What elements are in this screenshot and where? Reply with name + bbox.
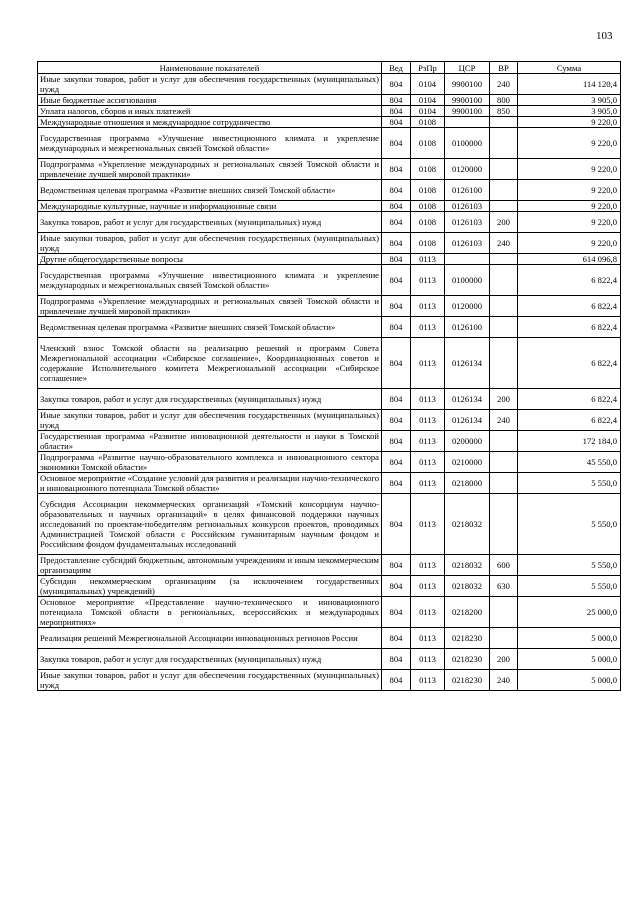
- cell-rzpr: 0113: [411, 338, 445, 389]
- cell-ved: 804: [382, 180, 411, 201]
- cell-vr: 240: [490, 670, 518, 691]
- cell-rzpr: 0108: [411, 233, 445, 254]
- cell-name: Основное мероприятие «Представление научно-технического и инновационного потенциала Томской области в региональных, всероссийских и международных мероприятиях»: [38, 597, 382, 628]
- cell-ved: 804: [382, 597, 411, 628]
- table-row: [38, 649, 621, 670]
- cell-sum: 6 822,4: [518, 296, 621, 317]
- cell-sum: 9 220,0: [518, 212, 621, 233]
- cell-ved: 804: [382, 117, 411, 128]
- cell-csr: [445, 117, 490, 128]
- header-rzpr: РзПр: [411, 62, 445, 74]
- cell-name: Иные закупки товаров, работ и услуг для обеспечения государственных (муниципальных) нужд: [38, 410, 382, 431]
- cell-vr: [490, 180, 518, 201]
- cell-csr: 0126100: [445, 317, 490, 338]
- cell-sum: 3 905,0: [518, 106, 621, 117]
- table-row: [38, 576, 621, 597]
- cell-sum: 6 822,4: [518, 317, 621, 338]
- cell-csr: [445, 254, 490, 265]
- cell-rzpr: 0108: [411, 159, 445, 180]
- cell-csr: 0120000: [445, 296, 490, 317]
- cell-csr: 0218230: [445, 670, 490, 691]
- cell-ved: 804: [382, 670, 411, 691]
- table-row: [38, 201, 621, 212]
- cell-ved: 804: [382, 128, 411, 159]
- cell-ved: 804: [382, 576, 411, 597]
- cell-name: Закупка товаров, работ и услуг для государственных (муниципальных) нужд: [38, 212, 382, 233]
- table-row: [38, 128, 621, 159]
- cell-csr: 0126100: [445, 180, 490, 201]
- cell-rzpr: 0108: [411, 180, 445, 201]
- cell-sum: 614 096,8: [518, 254, 621, 265]
- cell-vr: [490, 159, 518, 180]
- cell-ved: 804: [382, 201, 411, 212]
- table-row: [38, 597, 621, 628]
- budget-table: [37, 61, 621, 691]
- cell-vr: [490, 628, 518, 649]
- cell-csr: 0126103: [445, 212, 490, 233]
- table-row: [38, 431, 621, 452]
- cell-vr: 240: [490, 74, 518, 95]
- cell-sum: 172 184,0: [518, 431, 621, 452]
- header-csr: ЦСР: [445, 62, 490, 74]
- cell-csr: 0200000: [445, 431, 490, 452]
- cell-ved: 804: [382, 649, 411, 670]
- cell-name: Закупка товаров, работ и услуг для государственных (муниципальных) нужд: [38, 649, 382, 670]
- cell-csr: 0126134: [445, 389, 490, 410]
- cell-name: Подпрограмма «Укрепление международных и региональных связей Томской области и привлечение лучшей мировой практики»: [38, 159, 382, 180]
- cell-vr: [490, 452, 518, 473]
- table-row: [38, 473, 621, 494]
- cell-vr: [490, 597, 518, 628]
- cell-sum: 114 120,4: [518, 74, 621, 95]
- cell-name: Закупка товаров, работ и услуг для государственных (муниципальных) нужд: [38, 389, 382, 410]
- cell-sum: 9 220,0: [518, 233, 621, 254]
- cell-ved: 804: [382, 555, 411, 576]
- cell-rzpr: 0108: [411, 128, 445, 159]
- cell-rzpr: 0113: [411, 265, 445, 296]
- cell-name: Предоставление субсидий бюджетным, автономным учреждениям и иным некоммерческим организациям: [38, 555, 382, 576]
- cell-rzpr: 0108: [411, 212, 445, 233]
- cell-ved: 804: [382, 254, 411, 265]
- cell-ved: 804: [382, 317, 411, 338]
- cell-sum: 6 822,4: [518, 389, 621, 410]
- cell-sum: 9 220,0: [518, 180, 621, 201]
- table-row: [38, 180, 621, 201]
- cell-ved: 804: [382, 452, 411, 473]
- cell-ved: 804: [382, 431, 411, 452]
- cell-sum: 5 550,0: [518, 494, 621, 555]
- table-row: [38, 494, 621, 555]
- cell-rzpr: 0113: [411, 649, 445, 670]
- cell-vr: [490, 338, 518, 389]
- cell-sum: 6 822,4: [518, 265, 621, 296]
- cell-csr: 0126134: [445, 410, 490, 431]
- cell-name: Субсидия Ассоциации некоммерческих организаций «Томский консорциум научно-образовательных и научных организаций» в целях финансовой поддержки научных исследований по проектам-победителям региональных конкурсов проектов, проводимых Администрацией Томской области с Российским гуманитарным научным фондом и Российским фондом фундаментальных исследований: [38, 494, 382, 555]
- cell-name: Субсидии некоммерческим организациям (за исключением государственных (муниципальных) учреждений): [38, 576, 382, 597]
- cell-csr: 0100000: [445, 265, 490, 296]
- cell-sum: 9 220,0: [518, 159, 621, 180]
- cell-csr: 9900100: [445, 106, 490, 117]
- cell-rzpr: 0113: [411, 494, 445, 555]
- cell-name: Иные закупки товаров, работ и услуг для обеспечения государственных (муниципальных) нужд: [38, 670, 382, 691]
- cell-rzpr: 0113: [411, 670, 445, 691]
- table-row: [38, 452, 621, 473]
- cell-rzpr: 0113: [411, 254, 445, 265]
- cell-csr: 9900100: [445, 95, 490, 106]
- cell-ved: 804: [382, 296, 411, 317]
- cell-ved: 804: [382, 494, 411, 555]
- cell-vr: 240: [490, 233, 518, 254]
- cell-sum: 9 220,0: [518, 201, 621, 212]
- cell-csr: 0120000: [445, 159, 490, 180]
- cell-name: Уплата налогов, сборов и иных платежей: [38, 106, 382, 117]
- cell-name: Государственная программа «Развитие инновационной деятельности и науки в Томской области»: [38, 431, 382, 452]
- cell-sum: 5 550,0: [518, 555, 621, 576]
- cell-csr: 0218032: [445, 555, 490, 576]
- cell-vr: 200: [490, 649, 518, 670]
- cell-ved: 804: [382, 338, 411, 389]
- cell-name: Ведомственная целевая программа «Развитие внешних связей Томской области»: [38, 317, 382, 338]
- cell-vr: [490, 494, 518, 555]
- cell-rzpr: 0104: [411, 95, 445, 106]
- cell-vr: 200: [490, 389, 518, 410]
- cell-rzpr: 0113: [411, 296, 445, 317]
- cell-vr: 630: [490, 576, 518, 597]
- cell-sum: 3 905,0: [518, 95, 621, 106]
- cell-ved: 804: [382, 473, 411, 494]
- table-row: [38, 106, 621, 117]
- cell-csr: 0218032: [445, 576, 490, 597]
- cell-rzpr: 0108: [411, 117, 445, 128]
- cell-rzpr: 0113: [411, 555, 445, 576]
- cell-name: Иные бюджетные ассигнования: [38, 95, 382, 106]
- header-ved: Вед: [382, 62, 411, 74]
- cell-csr: 0218032: [445, 494, 490, 555]
- cell-csr: 0210000: [445, 452, 490, 473]
- cell-rzpr: 0113: [411, 317, 445, 338]
- table-header-row: [38, 62, 621, 74]
- cell-name: Государственная программа «Улучшение инвестиционного климата и укрепление международных и межрегиональных связей Томской области»: [38, 128, 382, 159]
- cell-csr: 0218200: [445, 597, 490, 628]
- cell-sum: 5 000,0: [518, 670, 621, 691]
- cell-sum: 5 550,0: [518, 576, 621, 597]
- cell-sum: 5 000,0: [518, 649, 621, 670]
- cell-sum: 5 550,0: [518, 473, 621, 494]
- cell-name: Международные культурные, научные и информационные связи: [38, 201, 382, 212]
- cell-name: Международные отношения и международное сотрудничество: [38, 117, 382, 128]
- cell-rzpr: 0113: [411, 628, 445, 649]
- cell-vr: 800: [490, 95, 518, 106]
- cell-vr: [490, 117, 518, 128]
- table-row: [38, 265, 621, 296]
- cell-rzpr: 0113: [411, 389, 445, 410]
- cell-sum: 5 000,0: [518, 628, 621, 649]
- cell-name: Государственная программа «Улучшение инвестиционного климата и укрепление международных и межрегиональных связей Томской области»: [38, 265, 382, 296]
- table-row: [38, 254, 621, 265]
- cell-ved: 804: [382, 212, 411, 233]
- cell-vr: 850: [490, 106, 518, 117]
- cell-vr: [490, 128, 518, 159]
- cell-sum: 25 000,0: [518, 597, 621, 628]
- cell-rzpr: 0104: [411, 74, 445, 95]
- cell-vr: [490, 201, 518, 212]
- cell-sum: 6 822,4: [518, 338, 621, 389]
- table-row: [38, 338, 621, 389]
- table-row: [38, 95, 621, 106]
- table-row: [38, 628, 621, 649]
- cell-name: Другие общегосударственные вопросы: [38, 254, 382, 265]
- cell-ved: 804: [382, 159, 411, 180]
- cell-name: Иные закупки товаров, работ и услуг для обеспечения государственных (муниципальных) нужд: [38, 233, 382, 254]
- cell-vr: 240: [490, 410, 518, 431]
- cell-vr: [490, 265, 518, 296]
- cell-vr: [490, 473, 518, 494]
- cell-ved: 804: [382, 628, 411, 649]
- cell-name: Иные закупки товаров, работ и услуг для обеспечения государственных (муниципальных) нужд: [38, 74, 382, 95]
- cell-ved: 804: [382, 95, 411, 106]
- cell-name: Подпрограмма «Укрепление международных и региональных связей Томской области и привлечение лучшей мировой практики»: [38, 296, 382, 317]
- cell-vr: [490, 317, 518, 338]
- cell-sum: 6 822,4: [518, 410, 621, 431]
- header-vr: ВР: [490, 62, 518, 74]
- table-row: [38, 670, 621, 691]
- cell-csr: 0100000: [445, 128, 490, 159]
- cell-sum: 9 220,0: [518, 117, 621, 128]
- cell-ved: 804: [382, 265, 411, 296]
- cell-vr: [490, 296, 518, 317]
- cell-csr: 0126103: [445, 233, 490, 254]
- cell-csr: 0218000: [445, 473, 490, 494]
- cell-rzpr: 0108: [411, 201, 445, 212]
- cell-rzpr: 0113: [411, 431, 445, 452]
- table-row: [38, 317, 621, 338]
- cell-rzpr: 0113: [411, 452, 445, 473]
- cell-rzpr: 0113: [411, 597, 445, 628]
- cell-csr: 0218230: [445, 649, 490, 670]
- cell-sum: 9 220,0: [518, 128, 621, 159]
- table-row: [38, 296, 621, 317]
- cell-csr: 0218230: [445, 628, 490, 649]
- table-row: [38, 555, 621, 576]
- table-row: [38, 233, 621, 254]
- table-row: [38, 117, 621, 128]
- cell-csr: 0126134: [445, 338, 490, 389]
- cell-sum: 45 550,0: [518, 452, 621, 473]
- cell-ved: 804: [382, 410, 411, 431]
- cell-ved: 804: [382, 74, 411, 95]
- table-row: [38, 410, 621, 431]
- table-row: [38, 389, 621, 410]
- cell-name: Основное мероприятие «Создание условий для развития и реализации научно-технического и инновационного потенциала Томской области»: [38, 473, 382, 494]
- cell-rzpr: 0113: [411, 410, 445, 431]
- cell-rzpr: 0104: [411, 106, 445, 117]
- cell-name: Реализация решений Межрегиональной Ассоциации инновационных регионов России: [38, 628, 382, 649]
- page-number: 103: [596, 30, 613, 42]
- cell-ved: 804: [382, 106, 411, 117]
- header-sum: Сумма: [518, 62, 621, 74]
- cell-csr: 0126103: [445, 201, 490, 212]
- table-row: [38, 212, 621, 233]
- table-row: [38, 74, 621, 95]
- cell-vr: [490, 254, 518, 265]
- cell-vr: 200: [490, 212, 518, 233]
- cell-vr: [490, 431, 518, 452]
- cell-rzpr: 0113: [411, 473, 445, 494]
- table-row: [38, 159, 621, 180]
- cell-name: Ведомственная целевая программа «Развитие внешних связей Томской области»: [38, 180, 382, 201]
- header-name: Наименование показателей: [38, 62, 382, 74]
- cell-ved: 804: [382, 389, 411, 410]
- cell-name: Членский взнос Томской области на реализацию решений и программ Совета Межрегиональной ассоциации «Сибирское соглашение», Координационных советов и содержание Исполнительного комитета Межрегиональной ассоциации «Сибирское соглашение»: [38, 338, 382, 389]
- cell-rzpr: 0113: [411, 576, 445, 597]
- cell-name: Подпрограмма «Развитие научно-образовательного комплекса и инновационного сектора экономики Томской области»: [38, 452, 382, 473]
- cell-csr: 9900100: [445, 74, 490, 95]
- cell-ved: 804: [382, 233, 411, 254]
- cell-vr: 600: [490, 555, 518, 576]
